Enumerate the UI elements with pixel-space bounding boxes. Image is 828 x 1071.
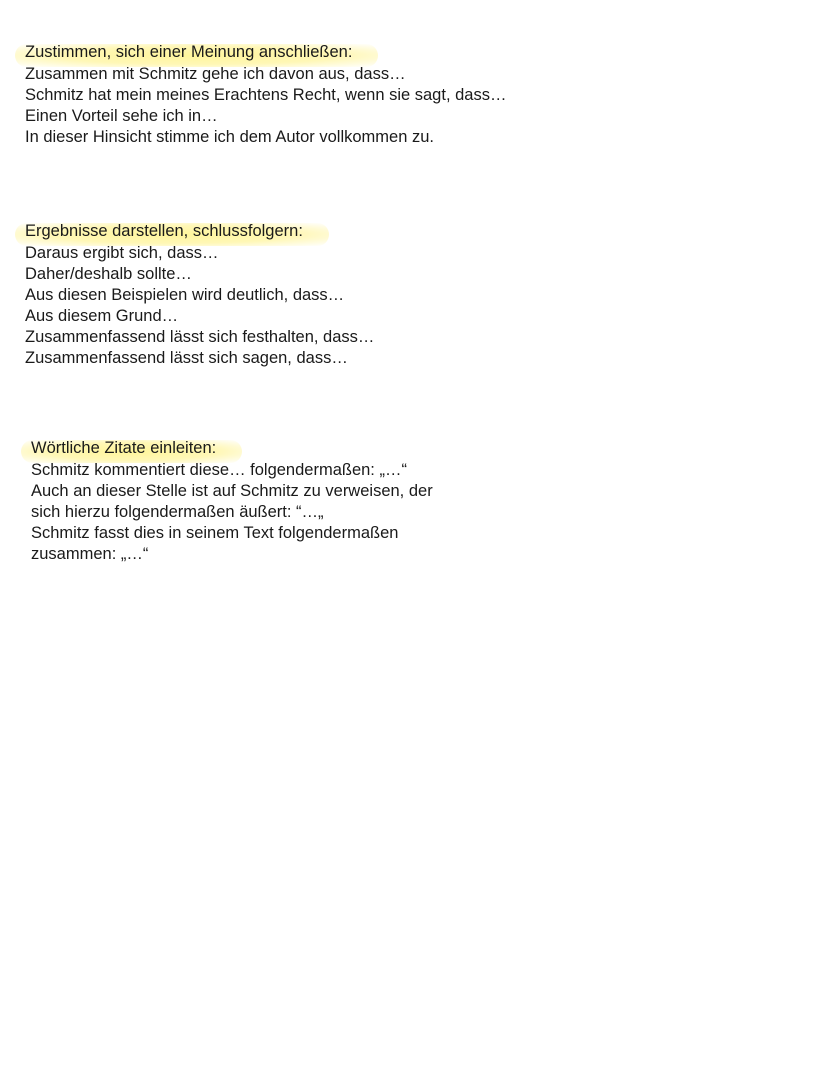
section-zustimmen [25, 42, 785, 148]
phrase-line: sich hierzu folgendermaßen äußert: “…„ [31, 503, 324, 521]
section-zitate [31, 438, 491, 565]
phrase-line: Daher/deshalb sollte… [25, 265, 192, 283]
phrase-line: Aus diesen Beispielen wird deutlich, dass… [25, 286, 345, 304]
phrase-line: Zusammenfassend lässt sich festhalten, dass… [25, 328, 375, 346]
phrase-line: Schmitz fasst dies in seinem Text folgendermaßen [31, 524, 399, 542]
phrase-line: zusammen: „…“ [31, 545, 149, 563]
section-heading: Ergebnisse darstellen, schlussfolgern: [25, 221, 303, 243]
section-heading: Wörtliche Zitate einleiten: [31, 438, 216, 460]
phrase-line: In dieser Hinsicht stimme ich dem Autor vollkommen zu. [25, 128, 434, 146]
phrase-line: Schmitz kommentiert diese… folgendermaßen: „…“ [31, 461, 407, 479]
phrase-line: Auch an dieser Stelle ist auf Schmitz zu verweisen, der [31, 482, 433, 500]
phrase-line: Einen Vorteil sehe ich in… [25, 107, 218, 125]
phrase-line: Schmitz hat mein meines Erachtens Recht, wenn sie sagt, dass… [25, 86, 507, 104]
section-ergebnisse [25, 221, 785, 369]
phrase-line: Daraus ergibt sich, dass… [25, 244, 219, 262]
phrase-line: Zusammen mit Schmitz gehe ich davon aus, dass… [25, 65, 406, 83]
phrase-line: Aus diesem Grund… [25, 307, 179, 325]
phrase-line: Zusammenfassend lässt sich sagen, dass… [25, 349, 348, 367]
section-heading: Zustimmen, sich einer Meinung anschließen: [25, 42, 352, 64]
